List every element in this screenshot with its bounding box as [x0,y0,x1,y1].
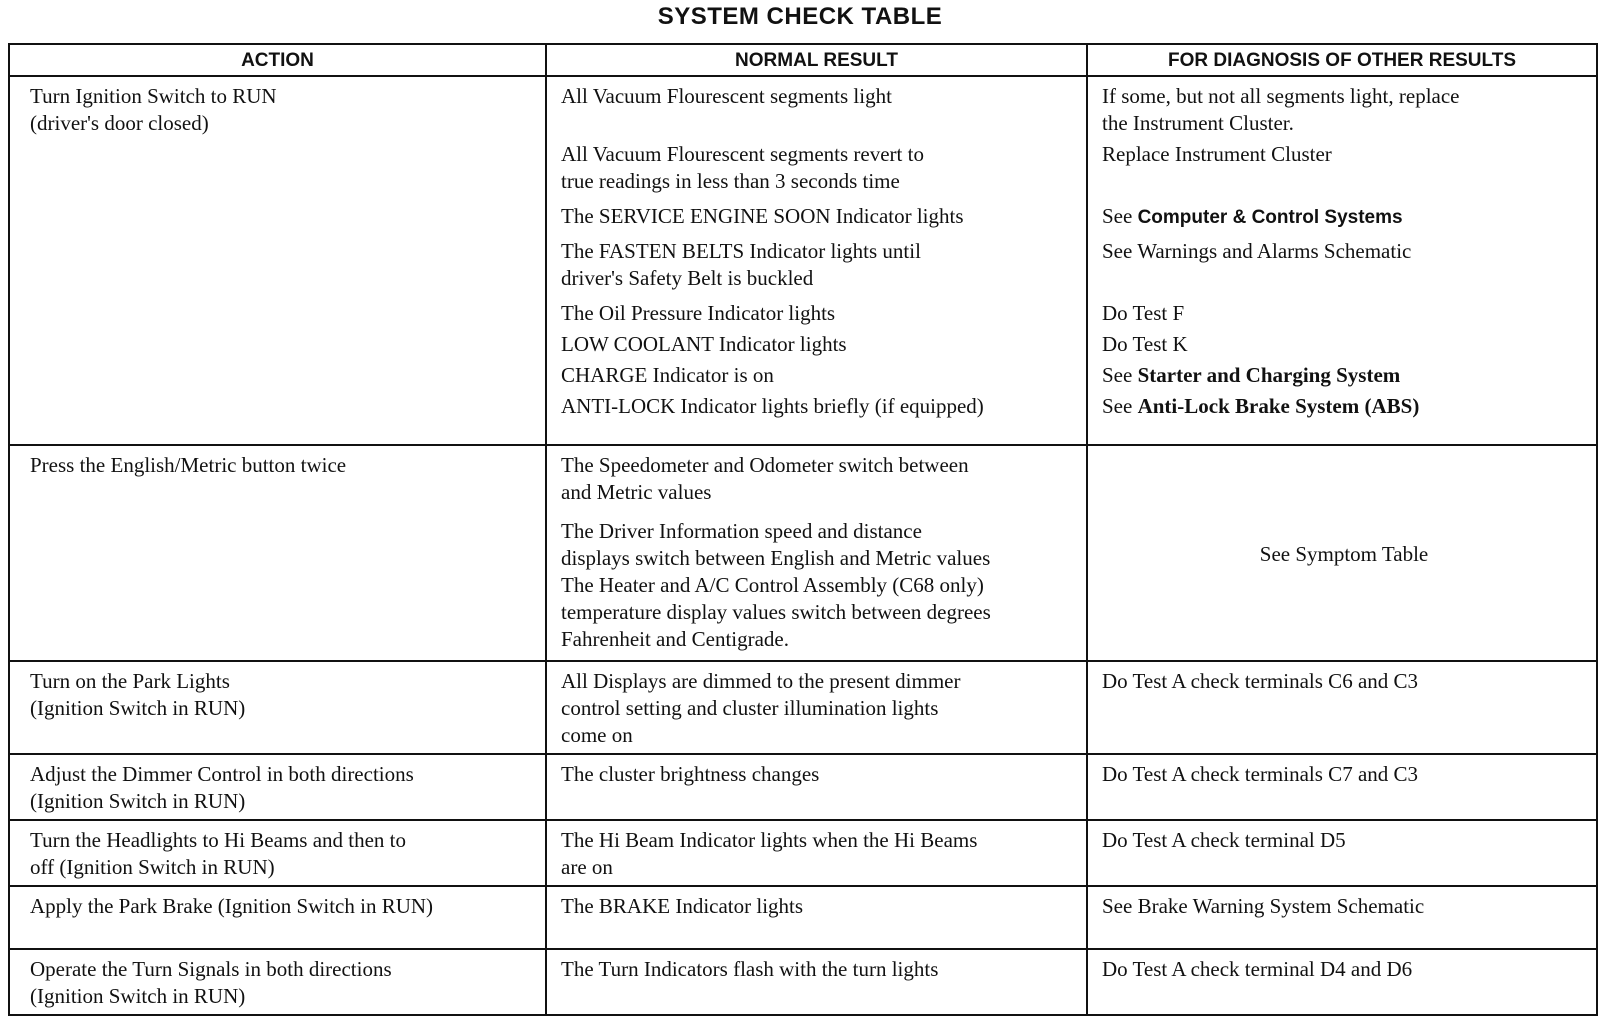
normal-item: ANTI-LOCK Indicator lights briefly (if equipped) [561,394,984,418]
reference-computer-control-systems: Computer & Control Systems [1137,207,1403,228]
diagnosis-prefix: See [1102,204,1133,228]
table-row [9,661,1597,754]
reference-anti-lock-brake-system: Anti-Lock Brake System (ABS) [1137,394,1420,418]
table-row [9,445,1597,661]
header-diagnosis: FOR DIAGNOSIS OF OTHER RESULTS [1087,44,1597,76]
normal-result-cell: The Turn Indicators flash with the turn lights [546,949,1087,1015]
diagnosis-item [1102,362,1586,387]
header-action: ACTION [9,44,546,76]
normal-item: All Vacuum Flourescent segments light [561,84,892,108]
table-row [9,820,1597,886]
page-title: SYSTEM CHECK TABLE [657,3,943,30]
normal-item: CHARGE Indicator is on [561,363,774,387]
diagnosis-prefix: See [1102,363,1133,387]
table-row [9,76,1597,445]
diagnosis-item [1102,203,1586,232]
diagnosis-cell: See Brake Warning System Schematic [1087,886,1597,949]
diagnosis-cell: Do Test A check terminal D4 and D6 [1087,949,1597,1015]
action-cell: Press the English/Metric button twice [9,445,546,661]
action-cell: Adjust the Dimmer Control in both directions (Ignition Switch in RUN) [9,754,546,820]
diagnosis-cell: See Symptom Table [1087,445,1597,661]
action-cell: Apply the Park Brake (Ignition Switch in RUN) [9,886,546,949]
normal-result-cell: The cluster brightness changes [546,754,1087,820]
diagnosis-cell: Do Test A check terminal D5 [1087,820,1597,886]
normal-item: All Vacuum Flourescent segments revert to true readings in less than 3 seconds time [561,142,924,193]
action-cell: Operate the Turn Signals in both directions (Ignition Switch in RUN) [9,949,546,1015]
normal-result-cell: All Displays are dimmed to the present dimmer control setting and cluster illumination lights come on [546,661,1087,754]
diagnosis-item: If some, but not all segments light, replace the Instrument Cluster. [1102,84,1460,135]
normal-item: The Heater and A/C Control Assembly (C68 only) temperature display values switch between degrees Fahrenheit and Centigrade. [561,573,991,651]
table-row [9,754,1597,820]
diagnosis-item: Do Test F [1102,301,1185,325]
normal-result-cell [546,445,1087,661]
header-normal-result: NORMAL RESULT [546,44,1087,76]
normal-result-cell [546,76,1087,445]
normal-item: LOW COOLANT Indicator lights [561,332,847,356]
normal-item: The SERVICE ENGINE SOON Indicator lights [561,204,964,228]
diagnosis-cell: Do Test A check terminals C6 and C3 [1087,661,1597,754]
normal-item: The Speedometer and Odometer switch between and Metric values [561,453,969,504]
normal-item: The Oil Pressure Indicator lights [561,301,836,325]
diagnosis-prefix: See [1102,394,1133,418]
table-row [9,949,1597,1015]
action-cell: Turn Ignition Switch to RUN (driver's door closed) [9,76,546,445]
normal-item: The FASTEN BELTS Indicator lights until driver's Safety Belt is buckled [561,239,921,290]
diagnosis-item: Do Test K [1102,332,1188,356]
diagnosis-item [1102,393,1586,420]
diagnosis-item: See Warnings and Alarms Schematic [1102,239,1412,263]
header-row [9,44,1597,76]
action-cell: Turn on the Park Lights (Ignition Switch in RUN) [9,661,546,754]
normal-item: The Driver Information speed and distance displays switch between English and Metric values [561,519,991,570]
normal-result-cell: The BRAKE Indicator lights [546,886,1087,949]
diagnosis-item: Replace Instrument Cluster [1102,142,1332,166]
normal-result-cell: The Hi Beam Indicator lights when the Hi Beams are on [546,820,1087,886]
action-cell: Turn the Headlights to Hi Beams and then to off (Ignition Switch in RUN) [9,820,546,886]
diagnosis-cell [1087,76,1597,445]
table-row [9,886,1597,949]
reference-starter-charging-system: Starter and Charging System [1137,363,1401,387]
system-check-table [8,43,1598,1016]
diagnosis-cell: Do Test A check terminals C7 and C3 [1087,754,1597,820]
